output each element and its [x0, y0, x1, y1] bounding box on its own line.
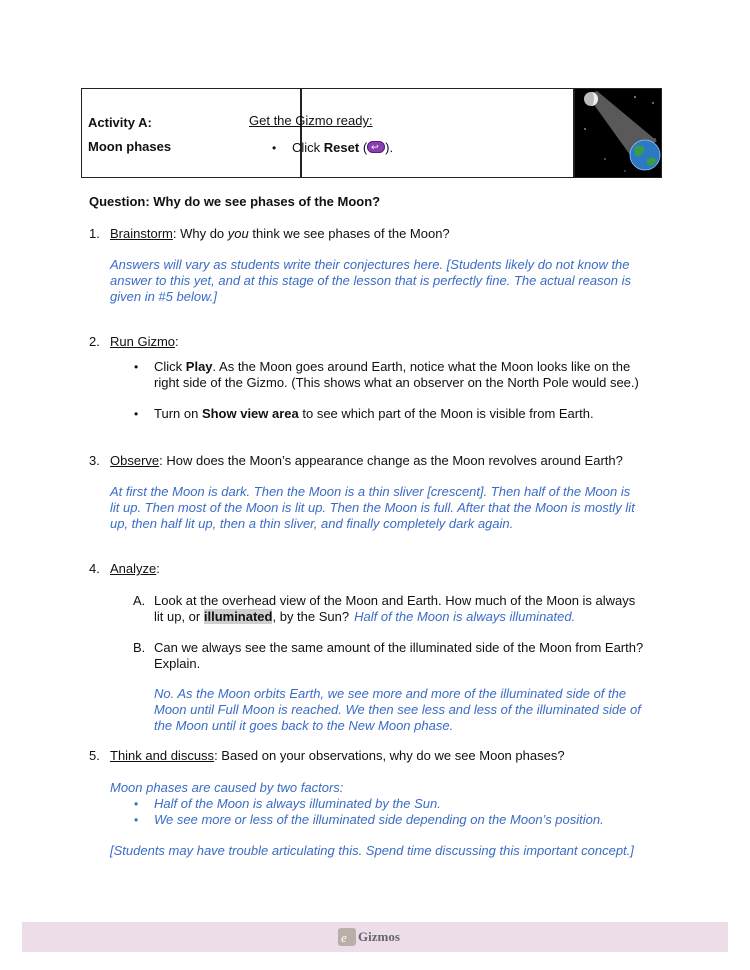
q4b-answer-line: Moon until Full Moon is reached. We then see less and less of the illuminated side of	[154, 702, 641, 717]
gizmos-logo-icon	[338, 928, 356, 946]
q4b-question-line: Explain.	[154, 656, 201, 671]
q1-number: 1.	[89, 226, 100, 241]
activity-header-table	[81, 88, 662, 178]
q3-prompt	[110, 453, 623, 469]
activity-label: Activity A:	[88, 115, 152, 130]
reset-label: Reset	[323, 140, 360, 155]
q4b-answer-line: the Moon until it goes back to the New Moon phase.	[154, 718, 454, 733]
q4b-question-line: Can we always see the same amount of the illuminated side of the Moon from Earth?	[154, 640, 644, 655]
bullet: •	[134, 813, 139, 827]
bullet: •	[134, 360, 139, 374]
q4b-letter: B.	[133, 640, 146, 655]
q4a-text: , by the Sun?	[272, 609, 350, 624]
q3-answer-line: up, then half lit up, then a thin sliver, and finally completely dark again.	[110, 516, 514, 531]
q4-label: Analyze	[110, 561, 157, 576]
play-label: Play	[185, 359, 213, 374]
q2-step-play-cont: right side of the Gizmo. (This shows what an observer on the North Pole would see.)	[154, 375, 639, 390]
q4a-answer: Half of the Moon is always illuminated.	[354, 609, 576, 624]
q5-answer-intro: Moon phases are caused by two factors:	[110, 780, 344, 795]
q2-colon: :	[175, 334, 179, 349]
q3-label: Observe	[110, 453, 160, 468]
svg-text:e: e	[341, 930, 347, 945]
q3-text: : How does the Moon’s appearance change as the Moon revolves around Earth?	[159, 453, 623, 468]
bullet: •	[134, 407, 139, 421]
footer-band	[22, 922, 728, 952]
question-heading: Question: Why do we see phases of the Moon?	[89, 194, 381, 209]
q3-number: 3.	[89, 453, 100, 468]
q5-prompt	[110, 748, 565, 764]
q3-answer-line: lit up. Then most of the Moon is lit up. Then the Moon is full. After that the Moon is mostly lit	[110, 500, 635, 515]
reset-instruction	[292, 140, 393, 156]
q1-emphasis: you	[227, 226, 249, 241]
q5-number: 5.	[89, 748, 100, 763]
q3-answer-line: At first the Moon is dark. Then the Moon is a thin sliver [crescent]. Then half of the Moon is	[110, 484, 631, 499]
reset-paren-open: (	[359, 140, 368, 155]
q1-label: Brainstorm	[110, 226, 173, 241]
gizmo-ready-label: Get the Gizmo ready:	[249, 113, 373, 128]
q4a-letter: A.	[133, 593, 146, 608]
table-divider	[300, 89, 302, 177]
q4-number: 4.	[89, 561, 100, 576]
q5-answer-bullet: We see more or less of the illuminated side depending on the Moon’s position.	[154, 812, 604, 827]
q2-step-text: to see which part of the Moon is visible from Earth.	[298, 406, 594, 421]
reset-pre: Click	[292, 140, 324, 155]
q4-colon: :	[156, 561, 160, 576]
q1-text: : Why do	[172, 226, 228, 241]
q2-label: Run Gizmo	[110, 334, 176, 349]
q2-step-text: Click	[154, 359, 186, 374]
q1-answer-line: answer to this yet, and at this stage of the lesson that is perfectly fine. The actual reason is	[110, 273, 632, 288]
q4a-question-line	[154, 609, 575, 625]
q5-teacher-note: [Students may have trouble articulating this. Spend time discussing this important concept.]	[110, 843, 634, 858]
q1-answer-line: Answers will vary as students write their conjectures here. [Students likely do not know the	[110, 257, 630, 272]
q4-prompt	[110, 561, 160, 577]
bullet: •	[134, 797, 139, 811]
highlighted-term: illuminated	[203, 609, 273, 624]
show-view-area-label: Show view area	[201, 406, 299, 421]
q5-answer-bullet: Half of the Moon is always illuminated by the Sun.	[154, 796, 441, 811]
q2-step-play	[154, 359, 630, 375]
q1-answer-line: given in #5 below.]	[110, 289, 217, 304]
q4b-answer-line: No. As the Moon orbits Earth, we see more and more of the illuminated side of the	[154, 686, 627, 701]
earth-moon-sun-thumbnail	[575, 89, 661, 177]
activity-title: Moon phases	[88, 139, 172, 154]
q1-text-end: think we see phases of the Moon?	[248, 226, 450, 241]
reset-icon[interactable]	[367, 141, 385, 153]
q5-text: : Based on your observations, why do we see Moon phases?	[214, 748, 565, 763]
reset-paren-close: ).	[385, 140, 394, 155]
q2-step-text: . As the Moon goes around Earth, notice what the Moon looks like on the	[212, 359, 631, 374]
q5-label: Think and discuss	[110, 748, 215, 763]
q1-prompt	[110, 226, 450, 242]
q2-prompt	[110, 334, 179, 350]
gizmos-logo-text: Gizmos	[358, 929, 400, 944]
q2-step-view-area	[154, 406, 594, 422]
q2-number: 2.	[89, 334, 100, 349]
bullet: •	[272, 141, 277, 155]
q4a-text: lit up, or	[154, 609, 204, 624]
q2-step-text: Turn on	[154, 406, 202, 421]
earth-moon-icon	[575, 89, 661, 177]
q4a-question-line: Look at the overhead view of the Moon and Earth. How much of the Moon is always	[154, 593, 636, 608]
